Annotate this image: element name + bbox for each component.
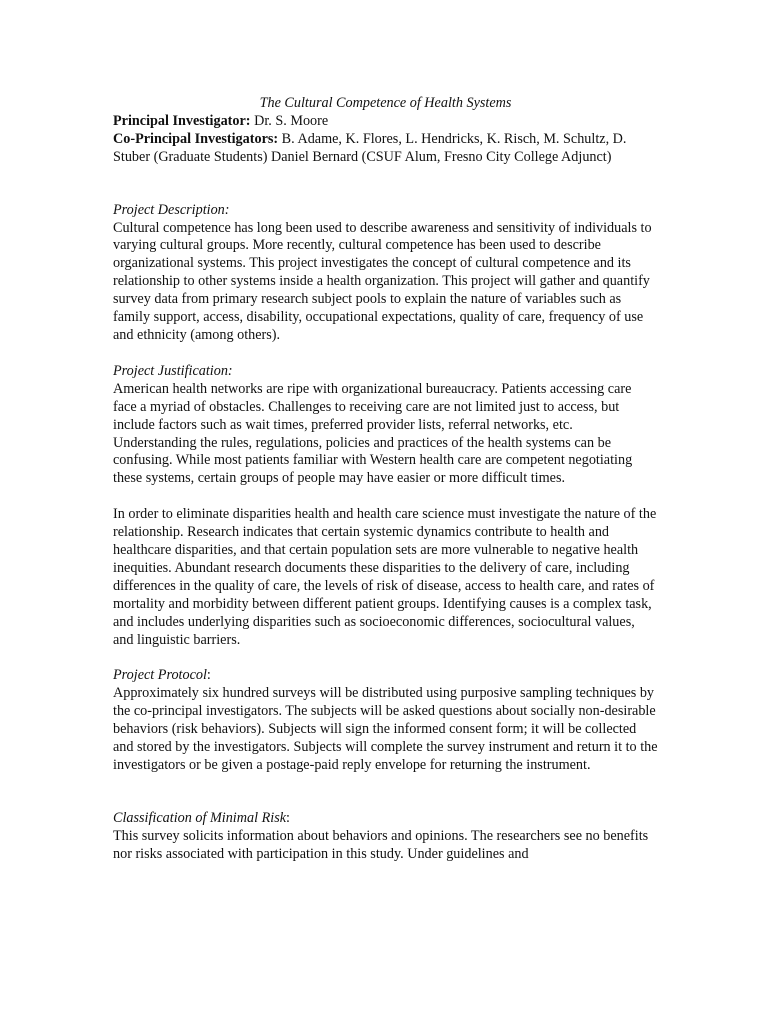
protocol-heading-line — [113, 667, 658, 685]
risk-heading-line — [113, 810, 658, 828]
pi-value: Dr. S. Moore — [250, 112, 329, 129]
co-principal-investigators-line — [113, 131, 658, 167]
protocol-paragraph: Approximately six hundred surveys will be distributed using purposive sampling techniques by the co-principal investigators. The subjects will be asked questions about socially non-desirable behaviors (risk behaviors). Subjects will sign the informed consent form; it will be collected and stored by the investigators. Subjects will complete the survey instrument and return it to the investigators or be given a postage-paid reply envelope for returning the instrument. — [113, 685, 658, 773]
justification-paragraph-2: In order to eliminate disparities health and health care science must investigate the nature of the relationship. Research indicates that certain systemic dynamics contribute to health and healthcare disparities, and that certain population sets are more vulnerable to negative health inequities. Abundant research documents these disparities to the delivery of care, including differences in the quality of care, the levels of risk of disease, access to health care, and rates of mortality and morbidity between different patient groups. Identifying causes is a complex task, and includes underlying disparities such as socioeconomic differences, sociocultural values, and linguistic barriers. — [113, 506, 657, 648]
description-paragraph: Cultural competence has long been used to describe awareness and sensitivity of individuals to varying cultural groups. More recently, cultural competence has been used to describe organizational systems. This project investigates the concept of cultural competence and its relationship to other systems inside a health organization. This project will gather and quantify survey data from primary research subject pools to explain the nature of variables such as family support, access, disability, occupational expectations, quality of care, frequency of use and ethnicity (among others). — [113, 219, 652, 343]
justification-paragraph-1: American health networks are ripe with organizational bureaucracy. Patients accessing care face a myriad of obstacles. Challenges to receiving care are not limited just to access, but include factors such as wait times, preferred provider lists, referral networks, etc. Understanding the rules, regulations, policies and practices of the health systems can be confusing. While most patients familiar with Western health care are competent negotiating these systems, certain groups of people may have easier or more difficult times. — [113, 380, 633, 487]
justification-heading: Project Justification: — [113, 362, 233, 379]
spacer — [113, 775, 658, 810]
spacer — [113, 167, 658, 202]
spacer — [113, 345, 658, 363]
document-body — [113, 95, 658, 864]
pi-label: Principal Investigator: — [113, 112, 251, 129]
spacer — [113, 488, 658, 506]
protocol-heading: Project Protocol — [113, 667, 207, 684]
spacer — [113, 649, 658, 667]
risk-paragraph: This survey solicits information about behaviors and opinions. The researchers see no benefits nor risks associated with participation in this study. Under guidelines and — [113, 827, 649, 862]
protocol-heading-colon: : — [206, 667, 211, 684]
description-heading: Project Description: — [113, 201, 230, 218]
risk-heading: Classification of Minimal Risk — [113, 809, 287, 826]
copi-label: Co-Principal Investigators: — [113, 130, 279, 147]
risk-heading-colon: : — [286, 809, 290, 826]
copi-value: B. Adame, K. Flores, L. Hendricks, K. Risch, M. Schultz, D. Stuber (Graduate Students) Daniel Bernard (CSUF Alum, Fresno City College Adjunct) — [113, 130, 627, 165]
principal-investigator-line — [113, 113, 658, 131]
document-title: The Cultural Competence of Health Systems — [259, 95, 512, 111]
